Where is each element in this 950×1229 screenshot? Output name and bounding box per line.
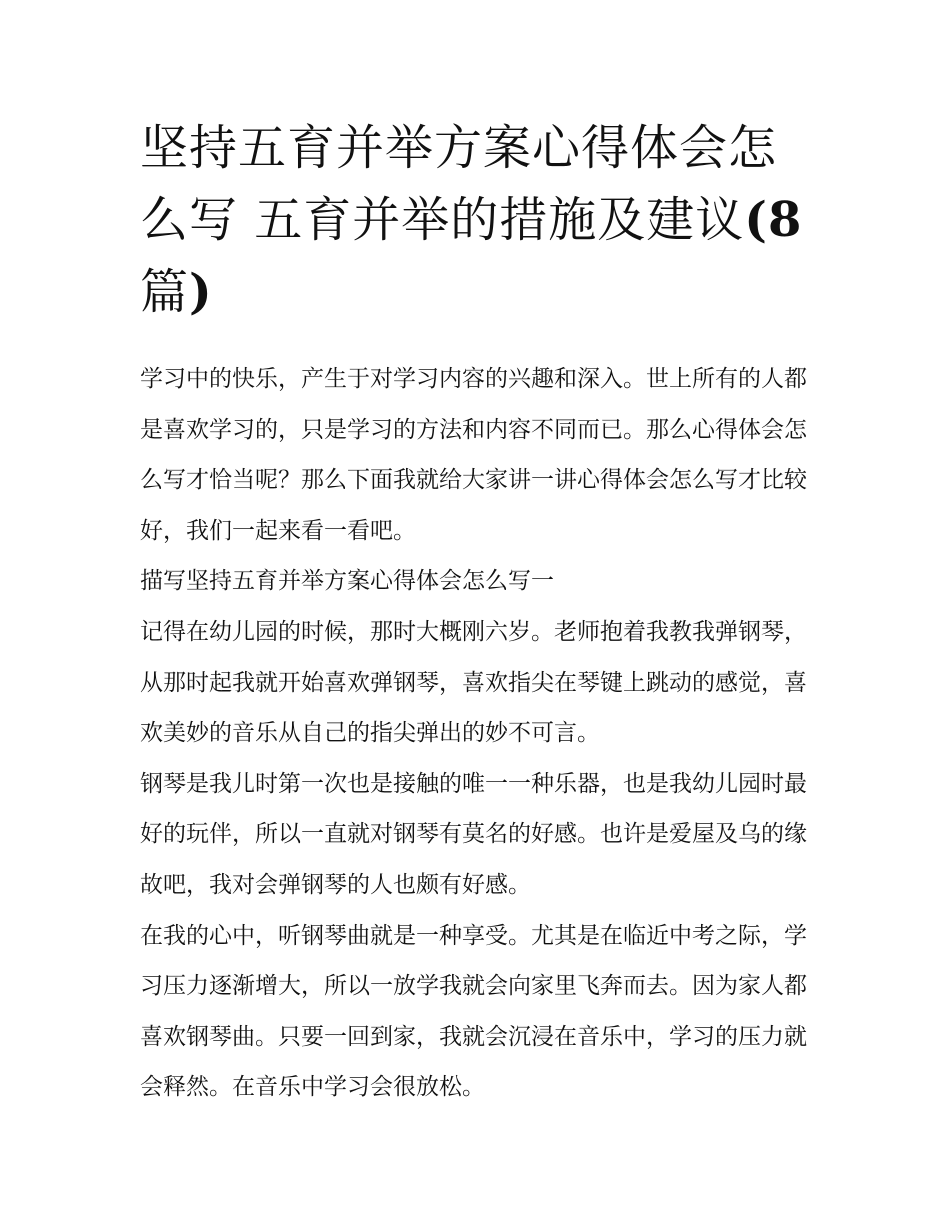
title-text: 坚持五育并举方案心得体会怎么写 五育并举的措施及建议	[140, 120, 778, 248]
paragraph-intro: 学习中的快乐，产生于对学习内容的兴趣和深入。世上所有的人都是喜欢学习的，只是学习的方法和内容不同而已。那么心得体会怎么写才恰当呢？那么下面我就给大家讲一讲心得体会怎么写才比较好，我们一起来看一看吧。	[140, 366, 807, 544]
paragraph: 在我的心中，听钢琴曲就是一种享受。尤其是在临近中考之际，学习压力逐渐增大，所以一放学我就会向家里飞奔而去。因为家人都喜欢钢琴曲。只要一回到家，我就会沉浸在音乐中，学习的压力就会释然。在音乐中学习会很放松。	[140, 922, 807, 1101]
section-heading: 描写坚持五育并举方案心得体会怎么写一	[140, 568, 554, 595]
document-title	[140, 112, 820, 328]
paragraph: 钢琴是我儿时第一次也是接触的唯一一种乐器，也是我幼儿园时最好的玩伴，所以一直就对钢琴有莫名的好感。也许是爱屋及乌的缘故吧，我对会弹钢琴的人也颇有好感。	[140, 770, 807, 898]
title-suffix: 篇	[140, 264, 190, 320]
document-body	[140, 354, 820, 1113]
title-close-paren: )	[189, 264, 213, 320]
paragraph: 记得在幼儿园的时候，那时大概刚六岁。老师抱着我教我弹钢琴，从那时起我就开始喜欢弹钢琴，喜欢指尖在琴键上跳动的感觉，喜欢美妙的音乐从自己的指尖弹出的妙不可言。	[140, 618, 807, 747]
title-number: (8	[744, 192, 803, 248]
